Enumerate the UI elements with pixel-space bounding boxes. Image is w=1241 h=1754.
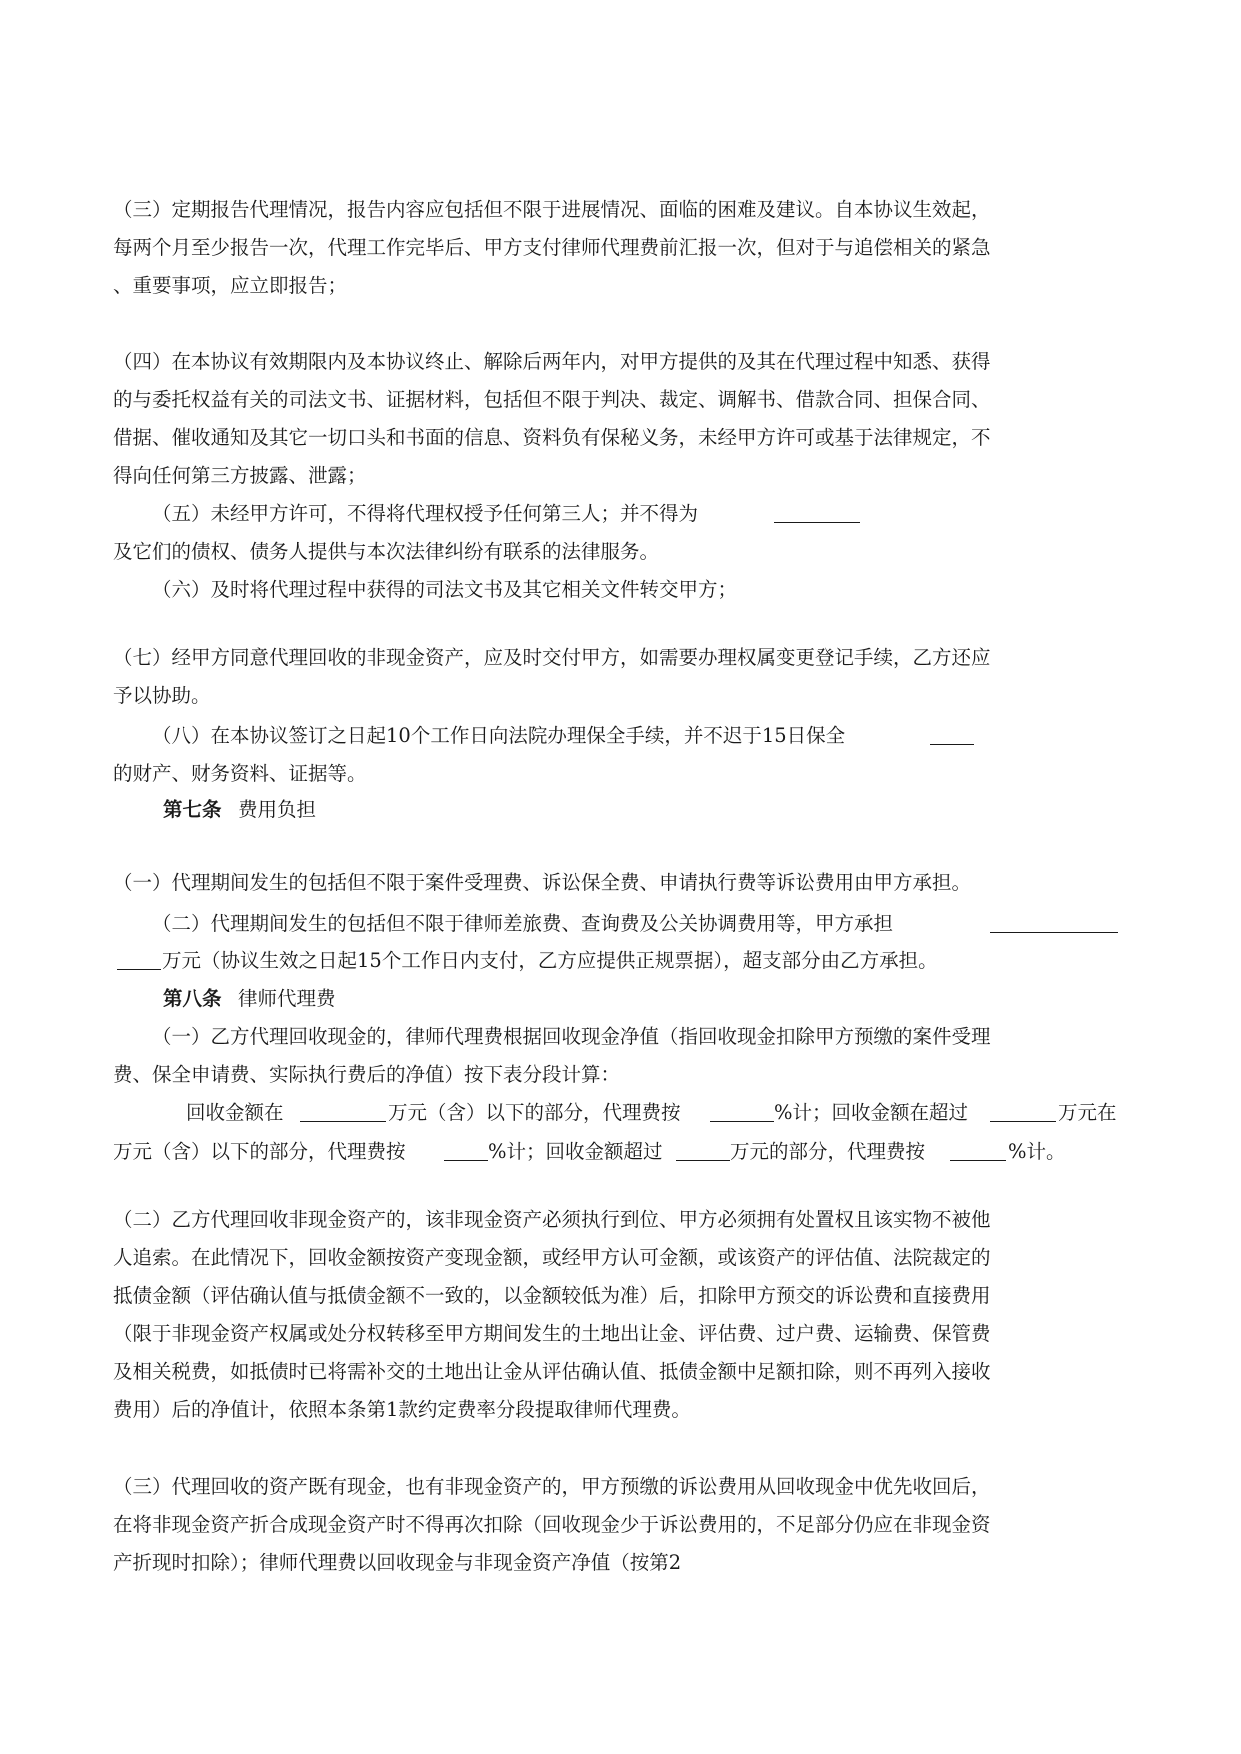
fill-in-blank — [990, 1099, 1056, 1122]
fill-in-blank — [676, 1138, 730, 1161]
fill-in-blank — [990, 910, 1118, 933]
fill-in-blank — [774, 500, 860, 523]
fill-in-blank — [300, 1099, 386, 1122]
fill-in-blank — [444, 1138, 488, 1161]
fill-in-blank — [950, 1138, 1006, 1161]
fill-in-blank — [930, 722, 974, 745]
document-page: （三）定期报告代理情况，报告内容应包括但不限于进展情况、面临的困难及建议。自本协议生效起， 每两个月至少报告一次，代理工作完毕后、甲方支付律师代理费前汇报一次，但对于与追偿相关的紧急 、重要事项，应立即报告； （四）在本协议有效期限内及本协议终止、解除后两年内，对甲方提供的及其在代理过程中知悉、获得 的与委托权益有关的司法文书、证据材料，包括但不限于判决、裁定、调解书、借款合同、担保合同、 借据、催收通知及其它一切口头和书面的信息、资料负有保秘义务，未经甲方许可或基于法律规定，不 得向任何第三方披露、泄露； （五）未经甲方许可，不得将代理权授予任何第三人；并不得为 及它们的债权、债务人提供与本次法律纠纷有联系的法律服务。 （六）及时将代理过程中获得的司法文书及其它相关文件转交甲方； （七）经甲方同意代理回收的非现金资产，应及时交付甲方，如需要办理权属变更登记手续，乙方还应 予以协助。 （八）在本协议签订之日起10个工作日向法院办理保全手续，并不迟于15日保全 的财产、财务资料、证据等。 第七条 费用负担 （一）代理期间发生的包括但不限于案件受理费、诉讼保全费、申请执行费等诉讼费用由甲方承担。 （二）代理期间发生的包括但不限于律师差旅费、查询费及公关协调费用等，甲方承担 万元（协议生效之日起15个工作日内支付，乙方应提供正规票据），超支部分由乙方承担。 第八条 律师代理费 （一）乙方代理回收现金的，律师代理费根据回收现金净值（指回收现金扣除甲方预缴的案件受理 费、保全申请费、实际执行费后的净值）按下表分段计算： 回收金额在 万元（含）以下的部分，代理费按 %计；回收金额在超过 万元在 万元（含）以下的部分，代理费按 %计；回收金额超过 万元的部分，代理费按 %计。 （二）乙方代理回收非现金资产的，该非现金资产必须执行到位、甲方必须拥有处置权且该实物不被他 人追索。在此情况下，回收金额按资产变现金额，或经甲方认可金额，或该资产的评估值、法院裁定的 抵债金额（评估确认值与抵债金额不一致的，以金额较低为准）后，扣除甲方预交的诉讼费和直接费用 （限于非现金资产权属或处分权转移至甲方期间发生的土地出让金、评估费、过户费、运输费、保管费 及相关税费，如抵债时已将需补交的土地出让金从评估确认值、抵债金额中足额扣除，则不再列入接收 费用）后的净值计，依照本条第1款约定费率分段提取律师代理费。 （三）代理回收的资产既有现金，也有非现金资产的，甲方预缴的诉讼费用从回收现金中优先收回后， 在将非现金资产折合成现金资产时不得再次扣除（回收现金少于诉讼费用的，不足部分仍应在非现金资 产折现时扣除）；律师代理费以回收现金与非现金资产净值（按第2 — [113, 198, 1117, 1574]
fill-in-blank — [117, 947, 161, 970]
fill-in-blank — [710, 1099, 774, 1122]
